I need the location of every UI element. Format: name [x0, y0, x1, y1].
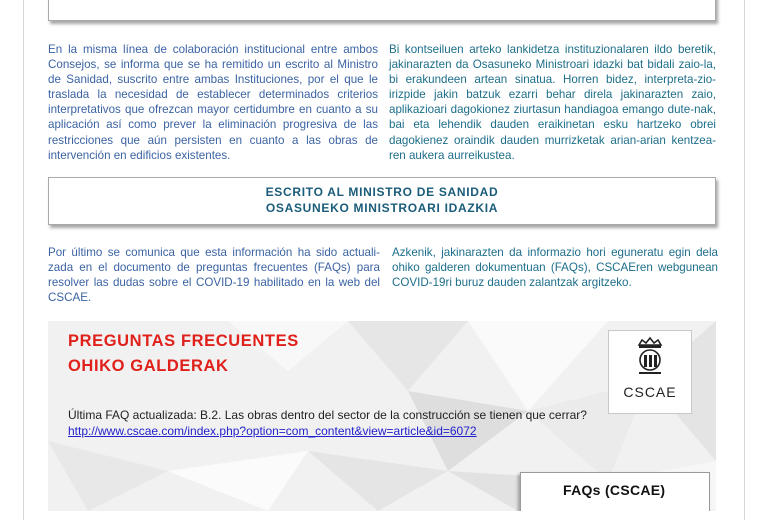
- paragraph1-spanish: En la misma línea de colaboración institucional entre ambos Consejos, se informa que se ha remitido un escrito al Ministro de Sanidad, suscrito entre ambas Instituciones, por el que le traslada la necesidad de establecer determinados criterios interpretativos que ofrezcan mayor certidumbre en cuanto a su aplicación así como prever la eliminación progresiva de las restricciones que aún persisten en cuanto a las obras de intervención en edificios existentes.: [48, 43, 378, 162]
- section-box: [48, 177, 716, 225]
- faq-banner: [48, 321, 716, 511]
- faqs-button-label: FAQs (CSCAE): [563, 482, 666, 498]
- logo-name: CSCAE: [623, 384, 677, 400]
- faq-heading-spanish: PREGUNTAS FRECUENTES: [68, 332, 299, 350]
- last-faq-update: Última FAQ actualizada: B.2. Las obras dentro del sector de la construcción se tienen que cerrar?: [68, 408, 587, 422]
- header-box-title: [69, 0, 191, 1]
- cscae-logo: [608, 330, 692, 414]
- section-title-spanish: ESCRITO AL MINISTRO DE SANIDAD: [265, 185, 499, 199]
- paragraph2-spanish: Por último se comunica que esta información ha sido actuali-zada en el documento de preguntas frecuentes (FAQs) para resolver las dudas sobre el COVID-19 habilitado en la web del CSCAE.: [48, 246, 380, 305]
- paragraph1-basque: Bi kontseiluen arteko lankidetza instituzionalaren ildo beretik, jakinarazten da Osasuneko Ministroari idazki bat bidali zaio-la, bi erakundeen artean sinatua. Horren bidez, interpreta-zio-irizpide jakin batzuk ezarri behar direla jakinarazten zaio, aplikazioari dagokionez ziurtasun handiagoa emango dute-nak, bai eta lehendik dauden eraikinetan esku hartzeko obrei dagokienez oraindik dauden murrizketak arian-arian kentzea-ren aukera aurreikustea.: [389, 43, 716, 162]
- paragraph2-basque: Azkenik, jakinarazten da informazio hori eguneratu egin dela ohiko galderen dokumentuan (FAQs), CSCAEren webgunean COVID-19ri buruz dauden zalantzak argitzeko.: [392, 246, 718, 290]
- faqs-cscae-button[interactable]: [520, 472, 710, 511]
- section-title-basque: OSASUNEKO MINISTROARI IDAZKIA: [265, 201, 499, 215]
- faq-link[interactable]: http://www.cscae.com/index.php?option=com_content&view=article&id=6072: [68, 424, 477, 438]
- crown-emblem-icon: [609, 331, 691, 381]
- faq-heading-basque: OHIKO GALDERAK: [68, 357, 229, 375]
- header-box: [48, 0, 716, 21]
